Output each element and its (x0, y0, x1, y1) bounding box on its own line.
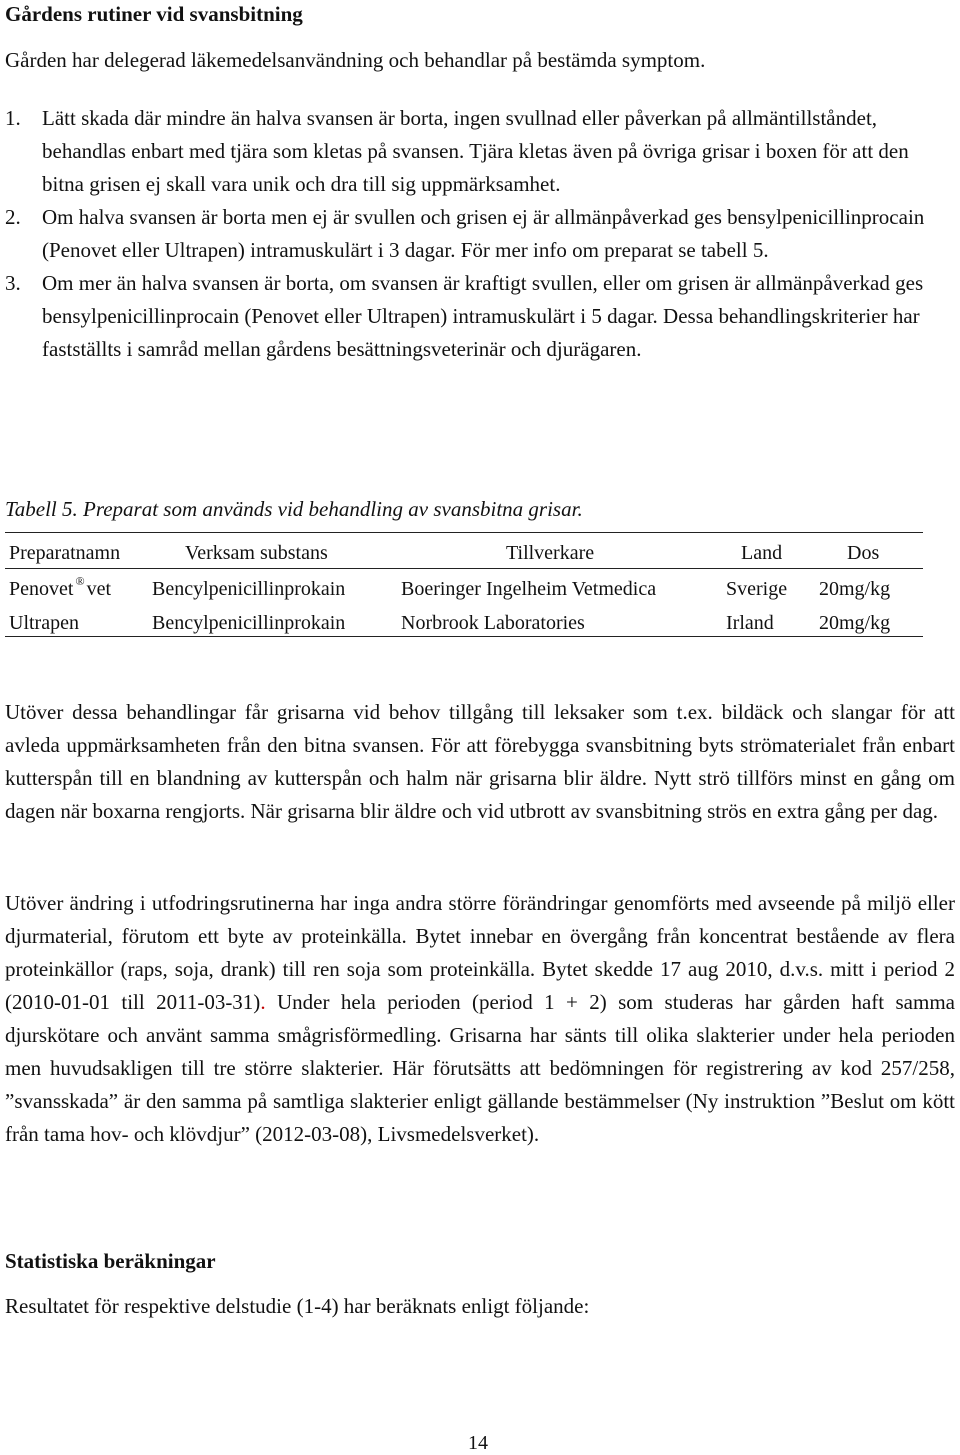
table-caption: Tabell 5. Preparat som används vid behandling av svansbitna grisar. (5, 497, 583, 521)
intro-paragraph: Gården har delegerad läkemedelsanvändning och behandlar på bestämda symptom. (5, 48, 706, 72)
table-header-country: Land (741, 542, 783, 564)
table-header-dose: Dos (847, 542, 880, 564)
list-item-text: Om halva svansen är borta men ej är svullen och grisen ej är allmänpåverkad ges bensylpenicillinprocain (Penovet eller Ultrapen) intramuskulärt i 3 dagar. För mer info om preparat se tabell 5. (42, 205, 925, 262)
list-item (5, 267, 955, 366)
table-header-substance: Verksam substans (185, 542, 328, 564)
table-cell-country: Sverige (726, 578, 788, 600)
table-cell-dose: 20mg/kg (819, 612, 891, 634)
table-cell-name: Ultrapen (9, 612, 79, 634)
table-bottom-rule (5, 636, 923, 637)
red-period: . (260, 990, 266, 1014)
list-item-number: 1. (5, 106, 21, 130)
list-item (5, 201, 955, 267)
list-item-number: 2. (5, 205, 21, 229)
table-header-rule (5, 568, 923, 569)
page-number: 14 (468, 1432, 488, 1454)
list-item-text: Om mer än halva svansen är borta, om svansen är kraftigt svullen, eller om grisen är allmänpåverkad ges bensylpenicillinprocain (Penovet eller Ultrapen) intramuskulärt i 5 dagar. Dessa behandlingskriterier har fastställts i samråd mellan gårdens besättningsveterinär och djurägaren. (42, 271, 924, 361)
treatment-list (5, 102, 955, 366)
table-cell-maker: Boeringer Ingelheim Vetmedica (401, 578, 657, 600)
paragraph-enrichment: Utöver dessa behandlingar får grisarna vid behov tillgång till leksaker som t.ex. bildäck och slangar för att avleda uppmärksamheten från den bitna svansen. För att förebygga svansbitning byts strömaterialet från enbart kutterspån till en blandning av kutterspån och halm när grisarna blir äldre. Nytt strö tillförs minst en gång om dagen när boxarna rengjorts. När grisarna blir äldre och vid utbrott av svansbitning strös en extra gång per dag. (5, 700, 955, 823)
list-item-text: Lätt skada där mindre än halva svansen är borta, ingen svullnad eller påverkan på allmäntillståndet, behandlas enbart med tjära som kletas på svansen. Tjära kletas även på övriga grisar i boxen för att den bitna grisen ej skall vara unik och dra till sig uppmärksamhet. (42, 106, 909, 196)
paragraph-statistics: Resultatet för respektive delstudie (1-4) har beräknats enligt följande: (5, 1294, 590, 1318)
table-cell-maker: Norbrook Laboratories (401, 612, 585, 634)
table-header-maker: Tillverkare (506, 542, 595, 564)
table-cell-dose: 20mg/kg (819, 578, 891, 600)
table-cell-substance: Bencylpenicillinprokain (152, 578, 346, 600)
registered-mark: ® (75, 574, 85, 588)
table-header-name: Preparatnamn (9, 542, 121, 564)
section-heading-statistics: Statistiska beräkningar (5, 1249, 216, 1273)
table-cell-name: Penovet ® vet (9, 574, 111, 600)
list-item (5, 102, 955, 201)
paragraph-protein-change: Utöver ändring i utfodringsrutinerna har inga andra större förändringar genomförts med avseende på miljö eller djurmaterial, förutom ett byte av proteinkälla. Bytet innebar en övergång från koncentrat bestående av flera proteinkällor (raps, soja, drank) till ren soja som proteinkälla. Bytet skedde 17 aug 2010, d.v.s. mitt i period 2 (2010-01-01 till 2011-03-31). Under hela perioden (period 1 + 2) som studeras har gården haft samma djurskötare och använt samma smågrisförmedling. Grisarna har sänts till olika slakterier under hela perioden men huvudsakligen till tre större slakterier. Här förutsätts att bedömningen för registrering av kod 257/258, ”svansskada” är den samma på samtliga slakterier enligt gällande bestämmelser (Ny instruktion ”Beslut om kött från tama hov- och klövdjur” (2012-03-08), Livsmedelsverket). (5, 891, 955, 1146)
table-cell-substance: Bencylpenicillinprokain (152, 612, 346, 634)
section-heading-tail-biting: Gårdens rutiner vid svansbitning (5, 2, 303, 26)
table-cell-country: Irland (726, 612, 774, 634)
list-item-number: 3. (5, 271, 21, 295)
table-top-rule (5, 532, 923, 533)
